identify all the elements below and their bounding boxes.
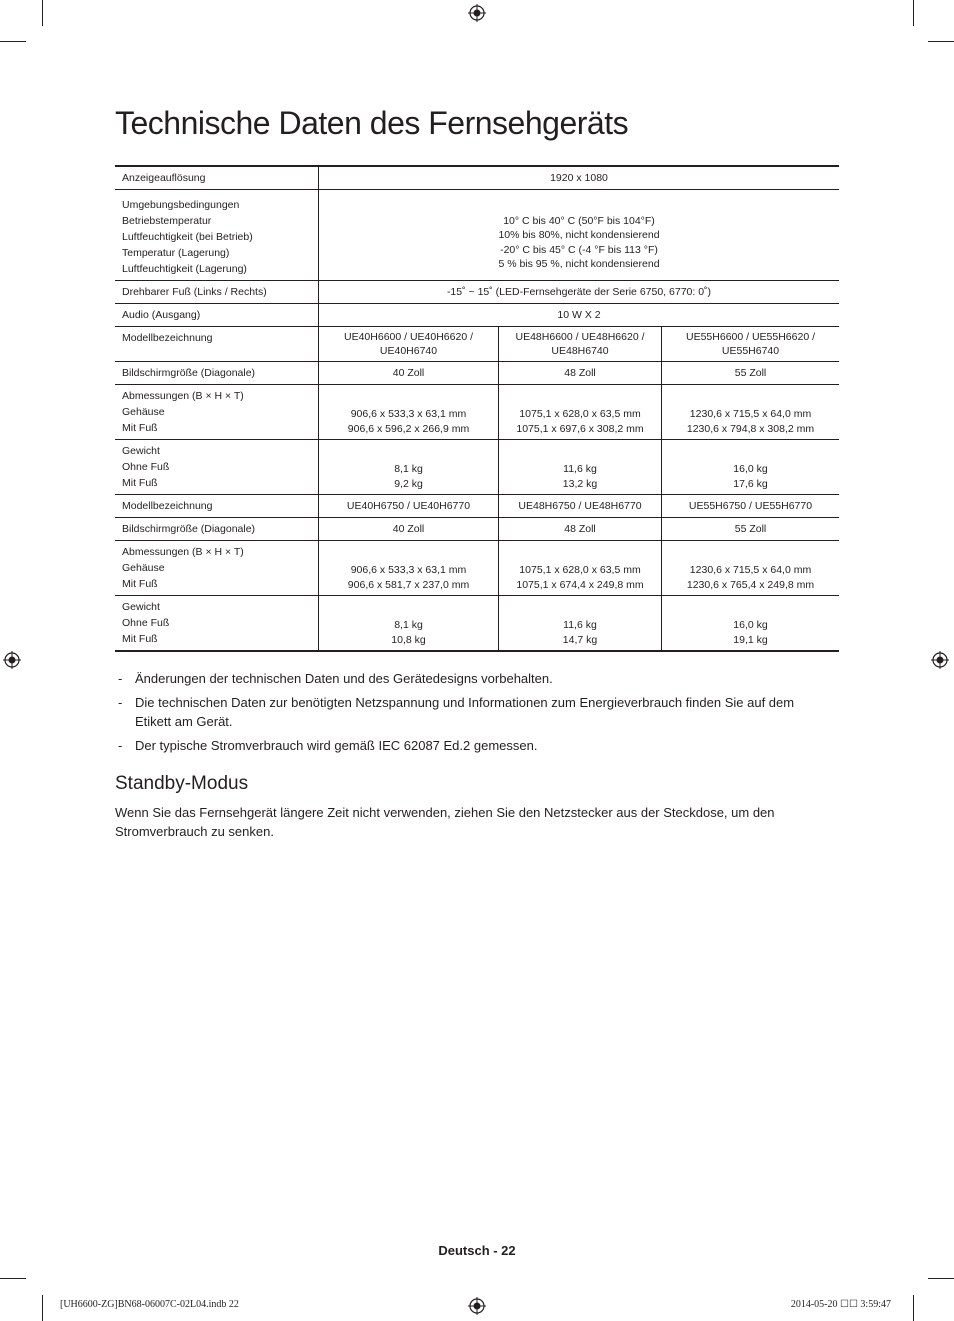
spec-label-line: Mit Fuß bbox=[122, 578, 158, 590]
model-cell: UE40H6750 / UE40H6770 bbox=[319, 495, 499, 518]
size-cell: 40 Zoll bbox=[319, 518, 499, 541]
spec-label-line: Betriebstemperatur bbox=[122, 215, 212, 227]
note-text: Der typische Stromverbrauch wird gemäß IEC 62087 Ed.2 gemessen. bbox=[135, 738, 538, 753]
page-number: Deutsch - 22 bbox=[438, 1243, 516, 1258]
spec-value-line: 10% bis 80%, nicht kondensierend bbox=[498, 229, 660, 241]
table-row bbox=[115, 596, 839, 652]
crop-mark bbox=[42, 0, 43, 26]
table-row bbox=[115, 166, 839, 190]
model-cell: UE55H6750 / UE55H6770 bbox=[662, 495, 840, 518]
dimension-value: 1230,6 x 794,8 x 308,2 mm bbox=[686, 422, 815, 435]
dimension-value: 906,6 x 533,3 x 63,1 mm bbox=[350, 564, 467, 576]
dimension-value: 1230,6 x 715,5 x 64,0 mm bbox=[689, 408, 812, 420]
registration-mark-icon bbox=[3, 651, 21, 669]
registration-mark-icon bbox=[468, 1297, 486, 1315]
table-row bbox=[115, 304, 839, 327]
note-text: Die technischen Daten zur benötigten Netzspannung und Informationen zum Energieverbrauch finden Sie auf dem Etikett am Gerät. bbox=[135, 695, 795, 729]
size-cell: 55 Zoll bbox=[662, 518, 840, 541]
list-item bbox=[115, 669, 815, 688]
crop-mark bbox=[928, 1278, 954, 1279]
spec-value-line: 5 % bis 95 %, nicht kondensierend bbox=[498, 258, 660, 270]
size-cell: 48 Zoll bbox=[499, 518, 662, 541]
weight-cell bbox=[319, 596, 499, 652]
spec-label-line: Gewicht bbox=[122, 445, 160, 457]
spec-label-line: Gehäuse bbox=[122, 406, 165, 418]
note-dash: - bbox=[118, 695, 123, 710]
model-name: UE48H6600 / UE48H6620 / bbox=[515, 331, 645, 343]
weight-value: 9,2 kg bbox=[394, 477, 423, 490]
crop-mark bbox=[42, 1295, 43, 1321]
crop-mark bbox=[928, 41, 954, 42]
spec-value: -15˚ ~ 15˚ (LED-Fernsehgeräte der Serie 6750, 6770: 0˚) bbox=[319, 281, 840, 304]
spec-label: Anzeigeauflösung bbox=[115, 166, 319, 190]
spec-label bbox=[115, 385, 319, 440]
spec-label: Modellbezeichnung bbox=[115, 495, 319, 518]
model-name: UE40H6740 bbox=[379, 345, 438, 357]
dimension-cell bbox=[499, 385, 662, 440]
table-row bbox=[115, 327, 839, 362]
table-row bbox=[115, 440, 839, 495]
spec-label: Audio (Ausgang) bbox=[115, 304, 319, 327]
registration-mark-icon bbox=[931, 651, 949, 669]
weight-value: 19,1 kg bbox=[733, 633, 768, 646]
crop-mark bbox=[0, 1278, 26, 1279]
spec-value: 10 W X 2 bbox=[319, 304, 840, 327]
model-cell bbox=[319, 327, 499, 362]
standby-text: Wenn Sie das Fernsehgerät längere Zeit nicht verwenden, ziehen Sie den Netzstecker aus der Steckdose, um den Stromverbrauch zu senken. bbox=[115, 805, 775, 839]
model-name: UE55H6740 bbox=[721, 345, 780, 357]
dimension-cell bbox=[499, 541, 662, 596]
model-name: UE55H6600 / UE55H6620 / bbox=[686, 331, 815, 343]
table-row bbox=[115, 495, 839, 518]
spec-label: Drehbarer Fuß (Links / Rechts) bbox=[115, 281, 319, 304]
spec-label-line: Mit Fuß bbox=[122, 477, 158, 489]
table-row bbox=[115, 281, 839, 304]
model-name: UE40H6600 / UE40H6620 / bbox=[344, 331, 473, 343]
spec-label-line: Mit Fuß bbox=[122, 422, 158, 434]
table-row bbox=[115, 518, 839, 541]
note-text: Änderungen der technischen Daten und des Gerätedesigns vorbehalten. bbox=[135, 671, 553, 686]
model-cell bbox=[499, 327, 662, 362]
table-row bbox=[115, 385, 839, 440]
weight-value: 17,6 kg bbox=[733, 477, 768, 490]
dimension-value: 1075,1 x 697,6 x 308,2 mm bbox=[516, 422, 644, 435]
crop-mark bbox=[913, 1295, 914, 1321]
spec-label: Modellbezeichnung bbox=[115, 327, 319, 362]
spec-label bbox=[115, 541, 319, 596]
spec-label bbox=[115, 190, 319, 281]
weight-value: 11,6 kg bbox=[563, 619, 597, 631]
weight-value: 13,2 kg bbox=[562, 477, 598, 490]
spec-value: 1920 x 1080 bbox=[319, 166, 840, 190]
list-item bbox=[115, 693, 815, 731]
spec-label-line: Luftfeuchtigkeit (Lagerung) bbox=[122, 263, 247, 275]
dimension-cell bbox=[662, 541, 840, 596]
print-slug-timestamp: 2014-05-20 ☐☐ 3:59:47 bbox=[790, 1299, 891, 1310]
spec-label-line: Gehäuse bbox=[122, 562, 165, 574]
registration-mark-icon bbox=[468, 4, 486, 22]
table-row bbox=[115, 362, 839, 385]
dimension-value: 1230,6 x 765,4 x 249,8 mm bbox=[686, 578, 815, 591]
spec-value-line: -20° C bis 45° C (-4 °F bis 113 °F) bbox=[500, 243, 658, 256]
weight-cell bbox=[319, 440, 499, 495]
model-name: UE48H6740 bbox=[551, 345, 609, 357]
notes-list bbox=[115, 669, 815, 760]
weight-value: 10,8 kg bbox=[391, 633, 426, 646]
spec-label-line: Umgebungsbedingungen bbox=[122, 199, 240, 211]
spec-label-line: Temperatur (Lagerung) bbox=[122, 247, 230, 259]
spec-label-line: Luftfeuchtigkeit (bei Betrieb) bbox=[122, 231, 253, 243]
specs-table bbox=[115, 165, 839, 652]
dimension-value: 1075,1 x 674,4 x 249,8 mm bbox=[516, 578, 644, 591]
spec-label: Bildschirmgröße (Diagonale) bbox=[115, 362, 319, 385]
spec-value-line: 10° C bis 40° C (50°F bis 104°F) bbox=[503, 214, 655, 227]
weight-value: 8,1 kg bbox=[394, 619, 423, 631]
table-row bbox=[115, 541, 839, 596]
spec-label: Bildschirmgröße (Diagonale) bbox=[115, 518, 319, 541]
weight-cell bbox=[662, 440, 840, 495]
size-cell: 40 Zoll bbox=[319, 362, 499, 385]
spec-label bbox=[115, 440, 319, 495]
spec-label-line: Mit Fuß bbox=[122, 633, 158, 645]
spec-label-line: Gewicht bbox=[122, 601, 160, 613]
dimension-value: 1075,1 x 628,0 x 63,5 mm bbox=[519, 408, 641, 420]
list-item bbox=[115, 736, 815, 755]
weight-cell bbox=[662, 596, 840, 652]
spec-label-line: Abmessungen (B × H × T) bbox=[122, 390, 244, 402]
standby-heading: Standby-Modus bbox=[115, 773, 249, 794]
weight-value: 14,7 kg bbox=[562, 633, 598, 646]
page-title: Technische Daten des Fernsehgeräts bbox=[115, 105, 629, 141]
spec-value bbox=[319, 190, 840, 281]
note-dash: - bbox=[118, 738, 123, 753]
spec-label-line: Abmessungen (B × H × T) bbox=[122, 546, 244, 558]
crop-mark bbox=[913, 0, 914, 26]
dimension-cell bbox=[319, 541, 499, 596]
print-slug-file: [UH6600-ZG]BN68-06007C-02L04.indb 22 bbox=[60, 1299, 239, 1310]
model-cell bbox=[662, 327, 840, 362]
weight-value: 11,6 kg bbox=[563, 463, 597, 475]
note-dash: - bbox=[118, 671, 123, 686]
size-cell: 55 Zoll bbox=[662, 362, 840, 385]
dimension-value: 906,6 x 533,3 x 63,1 mm bbox=[350, 408, 467, 420]
dimension-value: 1230,6 x 715,5 x 64,0 mm bbox=[689, 564, 812, 576]
weight-cell bbox=[499, 596, 662, 652]
model-cell: UE48H6750 / UE48H6770 bbox=[499, 495, 662, 518]
dimension-cell bbox=[662, 385, 840, 440]
spec-label-line: Ohne Fuß bbox=[122, 461, 170, 473]
dimension-value: 906,6 x 581,7 x 237,0 mm bbox=[347, 578, 470, 591]
spec-label-line: Ohne Fuß bbox=[122, 617, 170, 629]
dimension-value: 906,6 x 596,2 x 266,9 mm bbox=[347, 422, 470, 435]
table-row bbox=[115, 190, 839, 281]
weight-cell bbox=[499, 440, 662, 495]
weight-value: 16,0 kg bbox=[733, 463, 768, 475]
size-cell: 48 Zoll bbox=[499, 362, 662, 385]
crop-mark bbox=[0, 41, 26, 42]
dimension-cell bbox=[319, 385, 499, 440]
dimension-value: 1075,1 x 628,0 x 63,5 mm bbox=[519, 564, 641, 576]
weight-value: 16,0 kg bbox=[733, 619, 768, 631]
weight-value: 8,1 kg bbox=[394, 463, 423, 475]
spec-label bbox=[115, 596, 319, 652]
